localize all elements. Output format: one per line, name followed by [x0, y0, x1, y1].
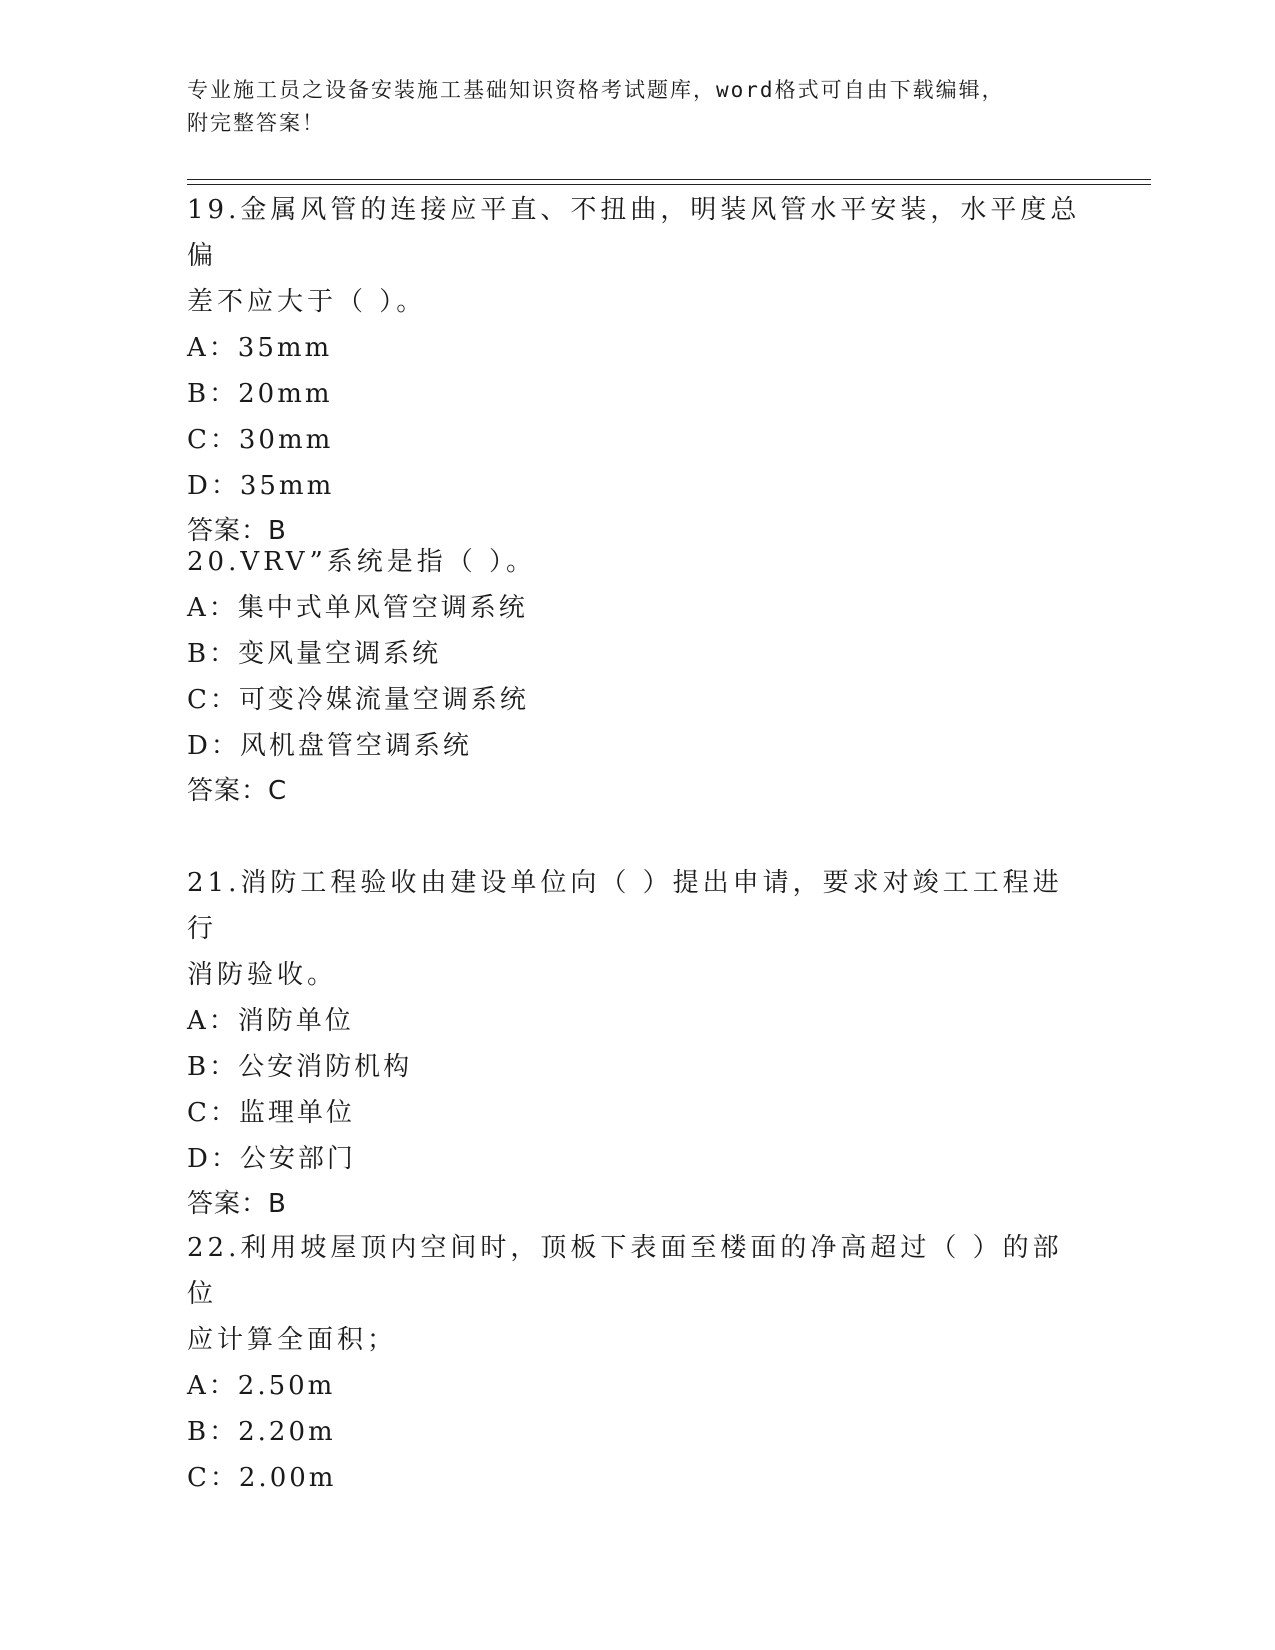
- header-divider-top: [187, 179, 1151, 180]
- answer-line: 答案：B: [187, 516, 287, 546]
- question-22: [187, 1225, 1087, 1501]
- header-line-2: 附完整答案！: [187, 111, 325, 135]
- option-d: D：公安部门: [187, 1144, 356, 1174]
- option-a: A：35mm: [187, 333, 333, 363]
- question-stem: 19.金属风管的连接应平直、不扭曲，明装风管水平安装，水平度总偏: [187, 195, 1081, 271]
- option-a: A：2.50m: [187, 1371, 336, 1401]
- option-c: C：30mm: [187, 425, 334, 455]
- header-line-1: 专业施工员之设备安装施工基础知识资格考试题库，word格式可自由下载编辑，: [187, 78, 1005, 102]
- question-stem-continued: 消防验收。: [187, 960, 338, 990]
- option-d: D：35mm: [187, 471, 335, 501]
- header-divider-bottom: [187, 184, 1151, 185]
- option-c: C：可变冷媒流量空调系统: [187, 685, 529, 715]
- question-21: [187, 860, 1087, 1226]
- option-a: A：消防单位: [187, 1006, 354, 1036]
- option-c: C：2.00m: [187, 1463, 337, 1493]
- question-stem: 21.消防工程验收由建设单位向（ ）提出申请，要求对竣工工程进行: [187, 868, 1063, 944]
- document-header: [187, 74, 1087, 140]
- option-b: B：公安消防机构: [187, 1052, 413, 1082]
- option-c: C：监理单位: [187, 1098, 355, 1128]
- question-stem-continued: 差不应大于（ ）。: [187, 287, 427, 317]
- option-b: B：变风量空调系统: [187, 639, 442, 669]
- question-stem: 20.VRV”系统是指（ ）。: [187, 547, 537, 577]
- option-b: B：20mm: [187, 379, 333, 409]
- option-a: A：集中式单风管空调系统: [187, 593, 528, 623]
- option-b: B：2.20m: [187, 1417, 336, 1447]
- answer-line: 答案：C: [187, 776, 288, 806]
- question-stem: 22.利用坡屋顶内空间时，顶板下表面至楼面的净高超过（ ）的部位: [187, 1233, 1063, 1309]
- question-19: [187, 187, 1087, 553]
- question-stem-continued: 应计算全面积；: [187, 1325, 398, 1355]
- answer-line: 答案：B: [187, 1189, 287, 1219]
- question-20: [187, 539, 1087, 813]
- option-d: D：风机盘管空调系统: [187, 731, 472, 761]
